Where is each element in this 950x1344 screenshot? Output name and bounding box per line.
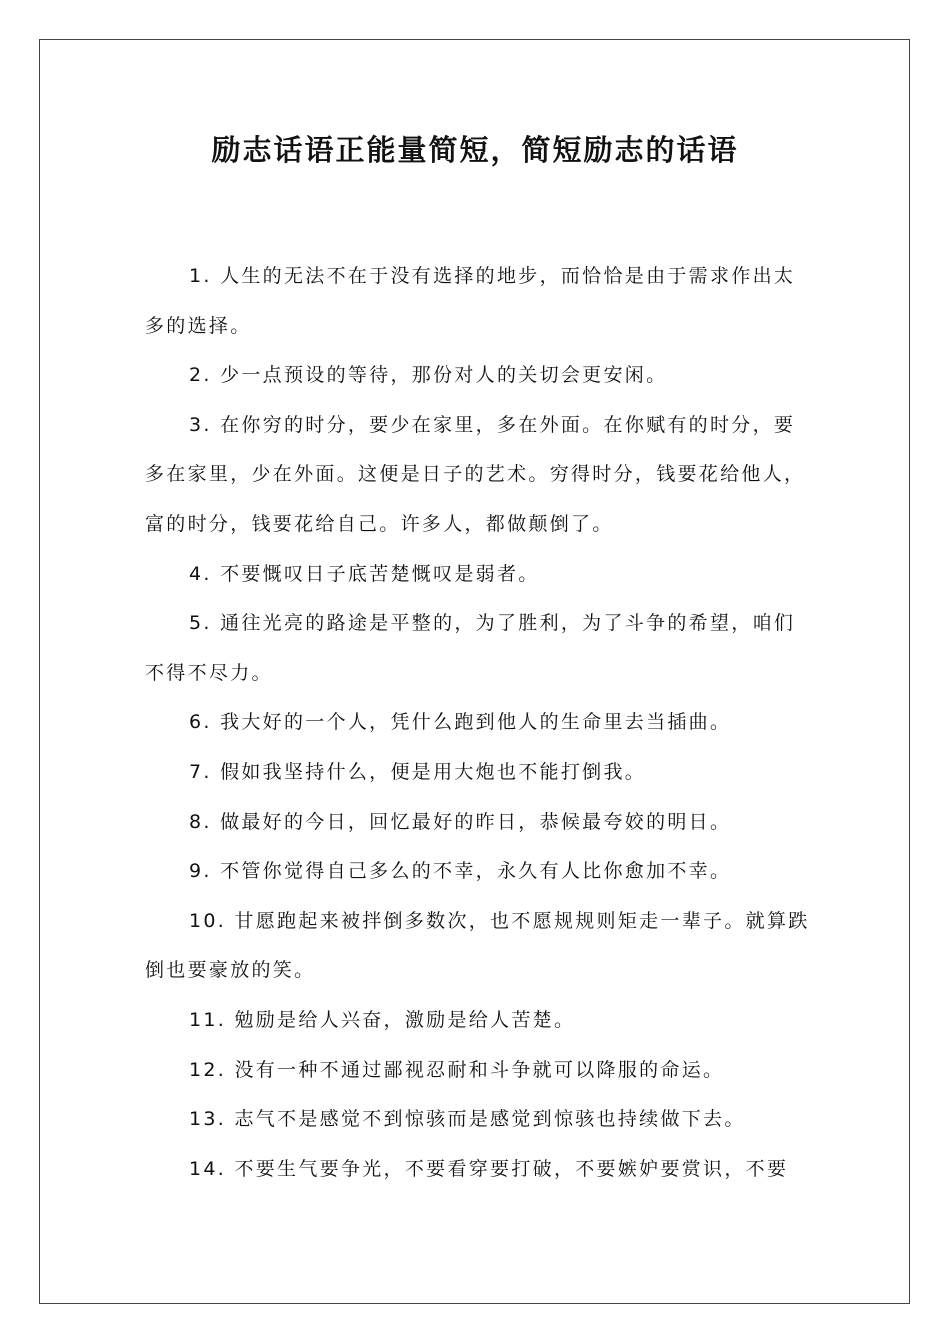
paragraph-9: 9. 不管你觉得自己多么的不幸，永久有人比你愈加不幸。 [189, 860, 732, 883]
paragraph-11: 11. 勉励是给人兴奋，激励是给人苦楚。 [189, 1008, 576, 1031]
paragraph-10: 10. 甘愿跑起来被拌倒多数次，也不愿规规则矩走一辈子。就算跌倒也要豪放的笑。 [145, 909, 810, 982]
paragraph-1: 1. 人生的无法不在于没有选择的地步，而恰恰是由于需求作出太多的选择。 [145, 265, 796, 337]
paragraph-5: 5. 通往光亮的路途是平整的，为了胜利，为了斗争的希望，咱们不得不尽力。 [145, 612, 796, 684]
document-title: 励志话语正能量简短，简短励志的话语 [211, 133, 739, 167]
paragraph-14: 14. 不要生气要争光，不要看穿要打破，不要嫉妒要赏识，不要 [189, 1157, 789, 1180]
paragraph-13: 13. 志气不是感觉不到惊骇而是感觉到惊骇也持续做下去。 [189, 1108, 746, 1131]
paragraph-7: 7. 假如我坚持什么，便是用大炮也不能打倒我。 [189, 760, 647, 783]
document-body [145, 252, 810, 1194]
paragraph-8: 8. 做最好的今日，回忆最好的昨日，恭候最夸姣的明日。 [189, 810, 732, 833]
paragraph-3: 3. 在你穷的时分，要少在家里，多在外面。在你赋有的时分，要多在家里，少在外面。这便是日子的艺术。穷得时分，钱要花给他人，富的时分，钱要花给自己。许多人，都做颠倒了。 [145, 413, 806, 535]
paragraph-12: 12. 没有一种不通过鄙视忍耐和斗争就可以降服的命运。 [189, 1058, 725, 1081]
paragraph-4: 4. 不要慨叹日子底苦楚慨叹是弱者。 [189, 562, 540, 585]
paragraph-6: 6. 我大好的一个人，凭什么跑到他人的生命里去当插曲。 [189, 711, 732, 734]
paragraph-2: 2. 少一点预设的等待，那份对人的关切会更安闲。 [189, 364, 668, 387]
